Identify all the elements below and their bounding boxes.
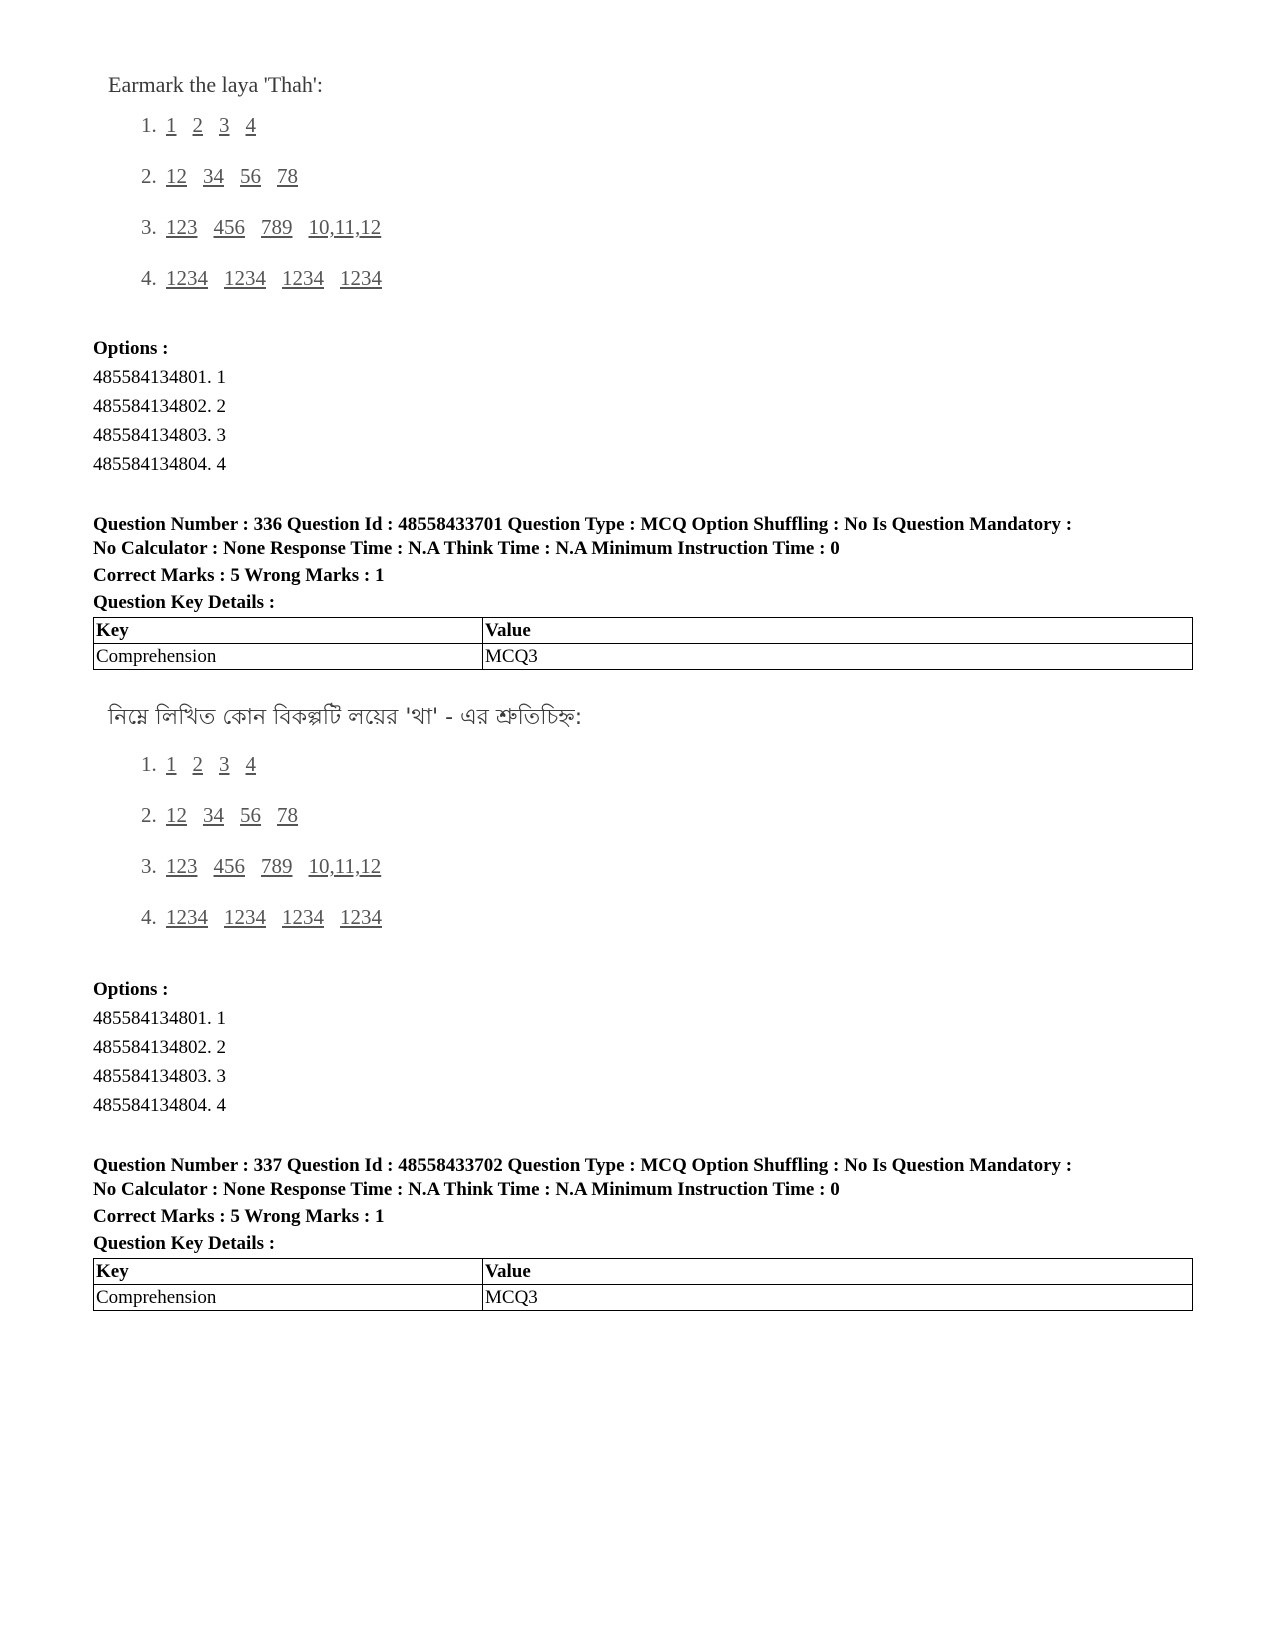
key-details-table xyxy=(93,617,1193,670)
table-row xyxy=(94,644,1193,670)
option-item: 485584134803. 3 xyxy=(93,425,226,446)
answer-row-4 xyxy=(108,902,582,953)
table-cell-value: MCQ3 xyxy=(483,1285,1193,1311)
row-number: 1. xyxy=(141,113,157,137)
table-header-key: Key xyxy=(94,1259,483,1285)
answer-row-1 xyxy=(108,749,582,800)
beat-group: 56 xyxy=(240,164,261,188)
question-meta-line1: Question Number : 337 Question Id : 48558433702 Question Type : MCQ Option Shuffling : No Is Question Mandatory : xyxy=(93,1155,1073,1176)
answer-row-2 xyxy=(108,800,582,851)
beat-group: 12 xyxy=(166,164,187,188)
beat-group: 1 xyxy=(166,113,177,137)
row-number: 4. xyxy=(141,905,157,929)
key-details-label: Question Key Details : xyxy=(93,592,276,613)
question-337-header xyxy=(93,1154,1193,1311)
beat-group: 10,11,12 xyxy=(308,854,382,878)
beat-group: 78 xyxy=(277,164,298,188)
marks-line: Correct Marks : 5 Wrong Marks : 1 xyxy=(93,565,385,586)
beat-group: 1234 xyxy=(340,266,382,290)
row-number: 3. xyxy=(141,215,157,239)
beat-group: 78 xyxy=(277,803,298,827)
question-image-english xyxy=(108,72,398,314)
beat-group: 4 xyxy=(245,113,256,137)
options-label: Options : xyxy=(93,338,169,359)
answer-row-3 xyxy=(108,212,398,263)
option-item: 485584134804. 4 xyxy=(93,1095,226,1116)
beat-group: 1234 xyxy=(224,266,266,290)
beat-group: 1234 xyxy=(340,905,382,929)
beat-group: 1234 xyxy=(166,905,208,929)
beat-group: 2 xyxy=(192,113,203,137)
beat-group: 1234 xyxy=(282,905,324,929)
question-prompt: Earmark the laya 'Thah': xyxy=(108,72,323,97)
question-meta-line2: No Calculator : None Response Time : N.A Think Time : N.A Minimum Instruction Time : 0 xyxy=(93,538,840,559)
key-details-label: Question Key Details : xyxy=(93,1233,276,1254)
beat-group: 4 xyxy=(245,752,256,776)
option-item: 485584134804. 4 xyxy=(93,454,226,475)
table-header-row xyxy=(94,1259,1193,1285)
beat-group: 456 xyxy=(213,854,245,878)
answer-row-2 xyxy=(108,161,398,212)
option-item: 485584134801. 1 xyxy=(93,367,226,388)
table-row xyxy=(94,1285,1193,1311)
beat-group: 3 xyxy=(219,113,230,137)
option-item: 485584134801. 1 xyxy=(93,1008,226,1029)
beat-group: 789 xyxy=(261,854,293,878)
beat-group: 1234 xyxy=(224,905,266,929)
beat-group: 12 xyxy=(166,803,187,827)
beat-group: 34 xyxy=(203,803,224,827)
beat-group: 123 xyxy=(166,854,198,878)
table-cell-key: Comprehension xyxy=(94,1285,483,1311)
option-item: 485584134802. 2 xyxy=(93,1037,226,1058)
beat-group: 789 xyxy=(261,215,293,239)
option-item: 485584134803. 3 xyxy=(93,1066,226,1087)
answer-row-4 xyxy=(108,263,398,314)
beat-group: 123 xyxy=(166,215,198,239)
beat-group: 2 xyxy=(192,752,203,776)
question-meta-line1: Question Number : 336 Question Id : 48558433701 Question Type : MCQ Option Shuffling : No Is Question Mandatory : xyxy=(93,514,1073,535)
row-number: 3. xyxy=(141,854,157,878)
marks-line: Correct Marks : 5 Wrong Marks : 1 xyxy=(93,1206,385,1227)
question-image-bengali xyxy=(108,700,582,953)
table-cell-key: Comprehension xyxy=(94,644,483,670)
question-prompt: নিম্নে লিখিত কোন বিকল্পটি লয়ের 'থা' - এর শ্রুতিচিহ্ন: xyxy=(108,705,583,730)
row-number: 4. xyxy=(141,266,157,290)
beat-group: 1234 xyxy=(166,266,208,290)
beat-group: 1234 xyxy=(282,266,324,290)
answer-row-3 xyxy=(108,851,582,902)
table-header-value: Value xyxy=(483,1259,1193,1285)
row-number: 2. xyxy=(141,803,157,827)
row-number: 1. xyxy=(141,752,157,776)
key-details-table xyxy=(93,1258,1193,1311)
option-item: 485584134802. 2 xyxy=(93,396,226,417)
beat-group: 56 xyxy=(240,803,261,827)
row-number: 2. xyxy=(141,164,157,188)
options-label: Options : xyxy=(93,979,169,1000)
options-block-prev xyxy=(93,334,1193,479)
table-header-key: Key xyxy=(94,618,483,644)
beat-group: 3 xyxy=(219,752,230,776)
question-meta-line2: No Calculator : None Response Time : N.A Think Time : N.A Minimum Instruction Time : 0 xyxy=(93,1179,840,1200)
beat-group: 1 xyxy=(166,752,177,776)
question-336-header xyxy=(93,513,1193,670)
options-block-336 xyxy=(93,975,1193,1120)
answer-row-1 xyxy=(108,110,398,161)
table-header-row xyxy=(94,618,1193,644)
beat-group: 10,11,12 xyxy=(308,215,382,239)
beat-group: 456 xyxy=(213,215,245,239)
table-header-value: Value xyxy=(483,618,1193,644)
table-cell-value: MCQ3 xyxy=(483,644,1193,670)
beat-group: 34 xyxy=(203,164,224,188)
